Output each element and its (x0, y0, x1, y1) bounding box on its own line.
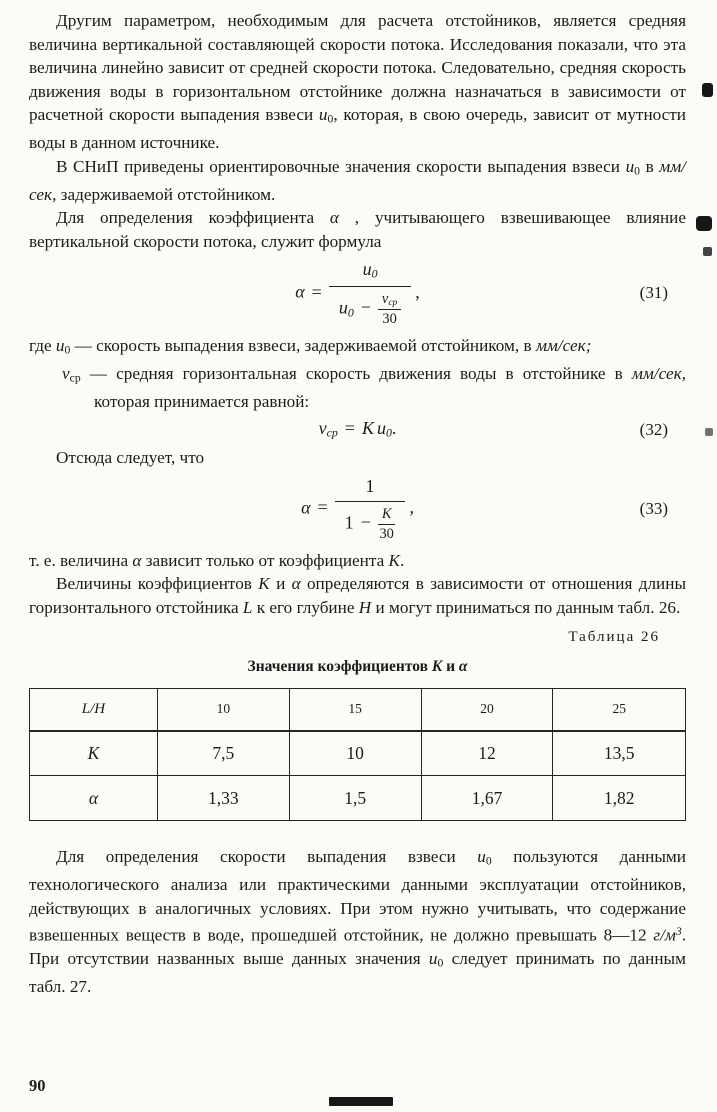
k-symbol: K (361, 418, 374, 439)
row-label-alpha: α (30, 776, 158, 821)
table-caption: Таблица 26 (568, 629, 660, 646)
fraction-numerator: 1 (365, 475, 375, 496)
table-header-row (30, 689, 686, 731)
scan-artifact (703, 247, 712, 256)
fraction-denominator (335, 501, 406, 543)
paragraph-7: т. е. величина α зависит только от коэффициента K. (29, 550, 405, 570)
paragraph-2: В СНиП приведены ориентировочные значения скорости выпадения взвеси u0 в мм/сек, задерживаемой отстойником. (29, 156, 687, 204)
subscript-0: 0 (371, 266, 378, 281)
nested-denominator: 30 (382, 310, 397, 327)
u-symbol: u (362, 259, 372, 280)
scan-artifact (705, 428, 713, 436)
header-cell-10: 10 (157, 689, 289, 731)
one-literal: 1 (344, 512, 354, 533)
v-symbol: v (318, 418, 327, 439)
header-cell-20: 20 (421, 689, 553, 731)
nested-fraction (378, 291, 401, 328)
scan-artifact (696, 216, 712, 231)
equation-31 (29, 259, 686, 328)
nested-denominator: 30 (379, 525, 394, 542)
nested-fraction (378, 506, 396, 543)
where-item-u0: где u0 — скорость выпадения взвеси, задерживаемой отстойником, в мм/сек; (29, 335, 592, 357)
nested-numerator (378, 291, 401, 310)
cell-k-25: 13,5 (553, 731, 686, 776)
alpha-symbol: α (295, 281, 305, 302)
u-symbol: u (376, 418, 386, 439)
k-symbol: K (378, 506, 396, 525)
table-title: Значения коэффициентов K и α (247, 658, 468, 676)
where-item-vsr: vср — средняя горизонтальная скорость движения воды в отстойнике в мм/сек, которая принимается равной: (62, 363, 686, 411)
u-symbol: u (338, 297, 348, 318)
paragraph-1: Другим параметром, необходимым для расчета отстойников, является средняя величина вертикальной составляющей скорости потока. Исследования показали, что эта величина линейно зависит от средней скорости потока. Следовательно, средняя скорость движения воды в горизонтальном отстойнике должна назначаться в зависимости от расчетной скорости выпадения взвеси u0, которая, в свою очередь, зависит от мутности воды в данном источнике. (29, 11, 686, 153)
main-fraction (335, 476, 406, 543)
where-list (29, 334, 686, 414)
equation-number-31: (31) (639, 283, 668, 303)
cell-k-15: 10 (289, 731, 421, 776)
minus-sign: − (360, 512, 371, 533)
equals-sign: = (311, 281, 322, 302)
paragraph-3: Для определения коэффициента α , учитывающего взвешивающее влияние вертикальной скорости потока, служит формула (29, 208, 686, 251)
v-symbol: v (381, 290, 389, 307)
equals-sign: = (344, 418, 355, 439)
header-cell-25: 25 (553, 689, 686, 731)
trailing-comma: , (415, 281, 420, 302)
table-26 (29, 688, 686, 821)
paragraph-6: Отсюда следует, что (56, 448, 205, 468)
scan-artifact (702, 83, 713, 97)
page-number: 90 (29, 1076, 46, 1095)
minus-sign: − (360, 297, 371, 318)
alpha-symbol: α (301, 497, 311, 518)
header-cell-lh: L/H (30, 689, 158, 731)
fraction-numerator (329, 259, 411, 286)
cell-a-25: 1,82 (553, 776, 686, 821)
equation-number-33: (33) (639, 499, 668, 519)
cell-a-15: 1,5 (289, 776, 421, 821)
paragraph-9: Для определения скорости выпадения взвеси u0 пользуются данными технологического анализа или практическими данными эксплуатации отстойников, действующих в аналогичных условиях. При этом нужно учитывать, что содержание взвешенных веществ в воде, прошедшей отстойник, не должно превышать 8—12 $г/м^3$. При отсутствии названных выше данных значения u0 следует принимать по данным табл. 27. (29, 847, 687, 996)
cell-a-20: 1,67 (421, 776, 553, 821)
paragraph-8: Величины коэффициентов K и α определяются в зависимости от отношения длины горизонтального отстойника L к его глубине H и могут приниматься по данным табл. 26. (29, 574, 686, 617)
subscript-sr: ср (326, 426, 338, 441)
trailing-period: . (391, 418, 397, 439)
trailing-comma: , (409, 497, 414, 518)
table-row-alpha (30, 776, 686, 821)
fraction-denominator (329, 286, 411, 328)
main-fraction (329, 259, 411, 328)
cell-k-10: 7,5 (157, 731, 289, 776)
table-row-k (30, 731, 686, 776)
subscript-0: 0 (347, 305, 354, 320)
equals-sign: = (317, 497, 328, 518)
equation-number-32: (32) (639, 419, 668, 439)
row-label-k: K (30, 731, 158, 776)
cell-k-20: 12 (421, 731, 553, 776)
subscript-0: 0 (385, 426, 392, 441)
cell-a-10: 1,33 (157, 776, 289, 821)
scan-artifact-bottom-bar (329, 1097, 393, 1106)
equation-32 (29, 418, 686, 441)
equation-33 (29, 476, 686, 543)
header-cell-15: 15 (289, 689, 421, 731)
subscript-sr: ср (388, 297, 398, 308)
